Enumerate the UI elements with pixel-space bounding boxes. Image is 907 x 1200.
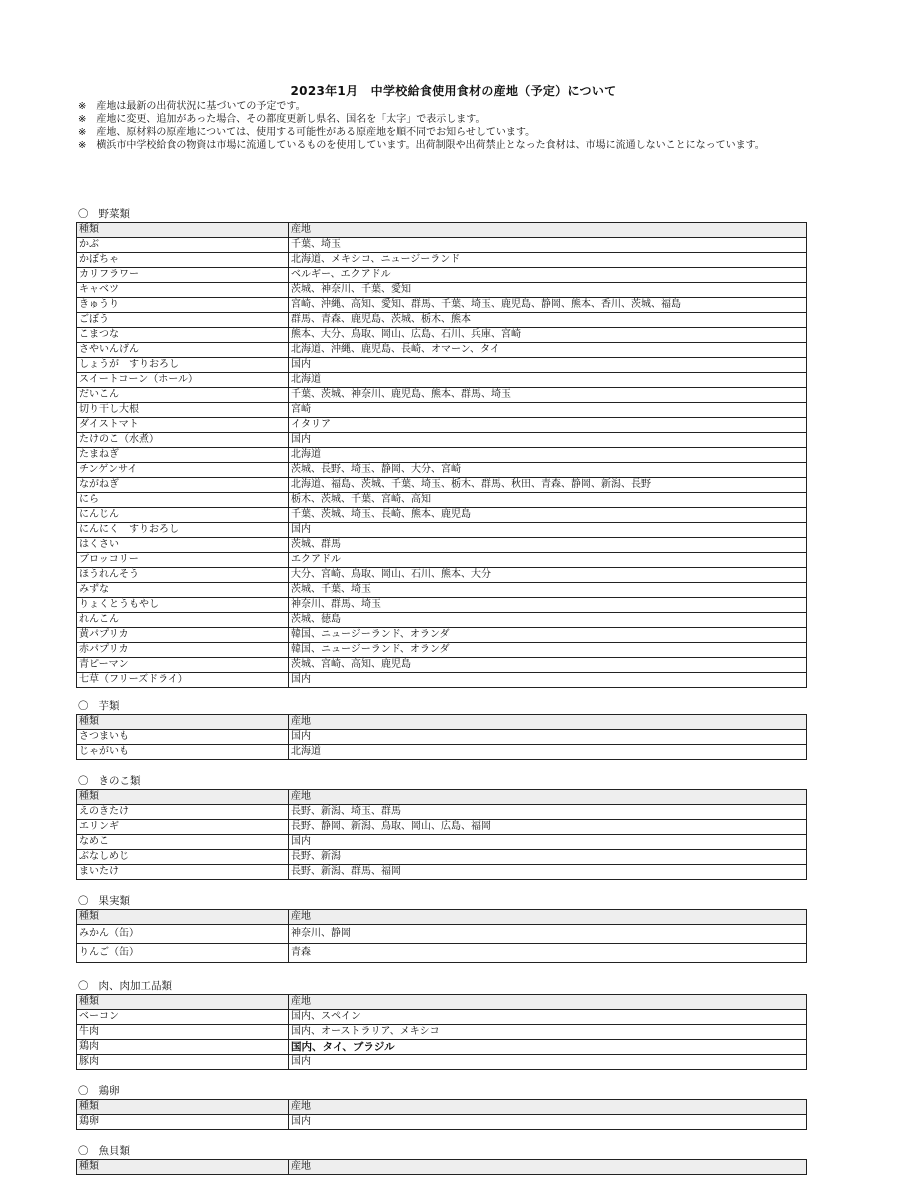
item-name: にら (77, 493, 289, 508)
item-origin: 国内、オーストラリア、メキシコ (289, 1025, 807, 1040)
item-origin: 長野、静岡、新潟、鳥取、岡山、広島、福岡 (289, 820, 807, 835)
header-kind: 種類 (77, 1160, 289, 1175)
table-header-row (77, 790, 807, 805)
item-origin: 茨城、宮崎、高知、鹿児島 (289, 658, 807, 673)
item-name: にんにく すりおろし (77, 523, 289, 538)
item-origin: 北海道 (289, 745, 807, 760)
note-line: ※ 産地は最新の出荷状況に基づいての予定です。 (78, 101, 306, 112)
item-origin: 長野、新潟、群馬、福岡 (289, 865, 807, 880)
section-3 (76, 773, 806, 880)
origin-table (76, 714, 807, 760)
section-name: 果実類 (98, 895, 130, 907)
table-row (77, 1055, 807, 1070)
item-name: かぶ (77, 238, 289, 253)
item-origin: 宮崎 (289, 403, 807, 418)
section-name: 鶏卵 (98, 1085, 120, 1097)
item-name: チンゲンサイ (77, 463, 289, 478)
item-name: きゅうり (77, 298, 289, 313)
item-origin: 長野、新潟 (289, 850, 807, 865)
item-name: だいこん (77, 388, 289, 403)
table-row (77, 538, 807, 553)
item-origin: 国内 (289, 730, 807, 745)
item-origin: 長野、新潟、埼玉、群馬 (289, 805, 807, 820)
item-name: りんご（缶） (77, 944, 289, 963)
item-origin: 国内、タイ、ブラジル (289, 1040, 807, 1055)
item-origin: 北海道、沖縄、鹿児島、長崎、オマーン、タイ (289, 343, 807, 358)
section-heading (76, 893, 806, 909)
circle-marker: 〇 (78, 980, 89, 992)
item-origin: 北海道、福島、茨城、千葉、埼玉、栃木、群馬、秋田、青森、静岡、新潟、長野 (289, 478, 807, 493)
circle-marker: 〇 (78, 775, 89, 787)
table-row (77, 1025, 807, 1040)
item-name: じゃがいも (77, 745, 289, 760)
item-origin: 韓国、ニュージーランド、オランダ (289, 643, 807, 658)
header-kind: 種類 (77, 995, 289, 1010)
section-2 (76, 698, 806, 760)
item-origin: 千葉、茨城、神奈川、鹿児島、熊本、群馬、埼玉 (289, 388, 807, 403)
section-heading (76, 978, 806, 994)
item-origin: 茨城、千葉、埼玉 (289, 583, 807, 598)
note-line: ※ 産地に変更、追加があった場合、その都度更新し県名、国名を「太字」で表示します。 (78, 114, 486, 125)
item-name: みずな (77, 583, 289, 598)
item-name: みかん（缶） (77, 925, 289, 944)
header-origin: 産地 (289, 715, 807, 730)
item-name: ながねぎ (77, 478, 289, 493)
section-7 (76, 1143, 806, 1175)
item-origin: 千葉、埼玉 (289, 238, 807, 253)
table-row (77, 865, 807, 880)
table-header-row (77, 1160, 807, 1175)
document-title: 2023年1月 中学校給食使用食材の産地（予定）について (290, 84, 617, 98)
section-heading (76, 206, 806, 222)
section-heading (76, 1143, 806, 1159)
item-name: 鶏卵 (77, 1115, 289, 1130)
table-row (77, 298, 807, 313)
item-origin: 千葉、茨城、埼玉、長崎、熊本、鹿児島 (289, 508, 807, 523)
item-name: かぼちゃ (77, 253, 289, 268)
section-name: 肉、肉加工品類 (98, 980, 172, 992)
item-name: 黄パプリカ (77, 628, 289, 643)
table-row (77, 253, 807, 268)
item-origin: 北海道 (289, 448, 807, 463)
item-name: なめこ (77, 835, 289, 850)
table-row (77, 373, 807, 388)
item-name: しょうが すりおろし (77, 358, 289, 373)
item-origin: 国内 (289, 523, 807, 538)
item-name: まいたけ (77, 865, 289, 880)
item-origin: 北海道 (289, 373, 807, 388)
table-row (77, 673, 807, 688)
table-row (77, 598, 807, 613)
item-name: スイートコーン（ホール） (77, 373, 289, 388)
item-name: さやいんげん (77, 343, 289, 358)
item-name: さつまいも (77, 730, 289, 745)
item-origin: 国内 (289, 835, 807, 850)
item-name: はくさい (77, 538, 289, 553)
item-origin: 国内 (289, 358, 807, 373)
item-name: ごぼう (77, 313, 289, 328)
table-row (77, 583, 807, 598)
item-name: たまねぎ (77, 448, 289, 463)
table-row (77, 523, 807, 538)
header-kind: 種類 (77, 715, 289, 730)
table-row (77, 568, 807, 583)
item-origin: イタリア (289, 418, 807, 433)
header-origin: 産地 (289, 910, 807, 925)
item-origin: 国内 (289, 1055, 807, 1070)
item-name: ベーコン (77, 1010, 289, 1025)
item-origin: 青森 (289, 944, 807, 963)
table-header-row (77, 715, 807, 730)
section-4 (76, 893, 806, 963)
item-origin: 国内 (289, 1115, 807, 1130)
table-row (77, 283, 807, 298)
origin-table (76, 909, 807, 963)
table-row (77, 313, 807, 328)
table-row (77, 745, 807, 760)
table-row (77, 805, 807, 820)
item-name: ダイストマト (77, 418, 289, 433)
table-row (77, 238, 807, 253)
section-6 (76, 1083, 806, 1130)
section-name: 野菜類 (98, 208, 130, 220)
header-origin: 産地 (289, 223, 807, 238)
table-header-row (77, 910, 807, 925)
table-row (77, 835, 807, 850)
table-row (77, 925, 807, 944)
section-5 (76, 978, 806, 1070)
table-row (77, 403, 807, 418)
item-origin: 茨城、群馬 (289, 538, 807, 553)
table-row (77, 493, 807, 508)
item-name: にんじん (77, 508, 289, 523)
item-origin: 茨城、徳島 (289, 613, 807, 628)
table-row (77, 730, 807, 745)
table-row (77, 343, 807, 358)
item-name: 豚肉 (77, 1055, 289, 1070)
table-row (77, 658, 807, 673)
table-row (77, 388, 807, 403)
item-origin: 宮崎、沖縄、高知、愛知、群馬、千葉、埼玉、鹿児島、静岡、熊本、香川、茨城、福島 (289, 298, 807, 313)
item-origin: ベルギー、エクアドル (289, 268, 807, 283)
item-origin: 国内、スペイン (289, 1010, 807, 1025)
header-origin: 産地 (289, 1100, 807, 1115)
note-line: ※ 産地、原材料の原産地については、使用する可能性がある原産地を順不同でお知らせしています。 (78, 127, 536, 138)
item-name: 七草（フリーズドライ） (77, 673, 289, 688)
item-origin: 北海道、メキシコ、ニュージーランド (289, 253, 807, 268)
header-origin: 産地 (289, 995, 807, 1010)
item-name: 鶏肉 (77, 1040, 289, 1055)
item-origin: 国内 (289, 673, 807, 688)
table-row (77, 418, 807, 433)
header-origin: 産地 (289, 1160, 807, 1175)
item-origin: 大分、宮崎、鳥取、岡山、石川、熊本、大分 (289, 568, 807, 583)
header-origin: 産地 (289, 790, 807, 805)
item-name: 切り干し大根 (77, 403, 289, 418)
section-name: 魚貝類 (98, 1145, 130, 1157)
table-row (77, 1010, 807, 1025)
item-name: たけのこ（水煮） (77, 433, 289, 448)
item-name: ぶなしめじ (77, 850, 289, 865)
table-row (77, 1115, 807, 1130)
section-heading (76, 773, 806, 789)
circle-marker: 〇 (78, 700, 89, 712)
header-kind: 種類 (77, 910, 289, 925)
section-name: 芋類 (98, 700, 120, 712)
table-row (77, 613, 807, 628)
item-origin: 神奈川、群馬、埼玉 (289, 598, 807, 613)
section-1 (76, 206, 806, 688)
table-row (77, 643, 807, 658)
table-row (77, 1040, 807, 1055)
table-row (77, 478, 807, 493)
table-header-row (77, 223, 807, 238)
table-row (77, 463, 807, 478)
table-header-row (77, 1100, 807, 1115)
item-origin: エクアドル (289, 553, 807, 568)
item-name: ブロッコリー (77, 553, 289, 568)
table-row (77, 448, 807, 463)
origin-table (76, 222, 807, 688)
item-name: 赤パプリカ (77, 643, 289, 658)
item-name: こまつな (77, 328, 289, 343)
item-name: えのきたけ (77, 805, 289, 820)
item-origin: 神奈川、静岡 (289, 925, 807, 944)
item-origin: 熊本、大分、鳥取、岡山、広島、石川、兵庫、宮崎 (289, 328, 807, 343)
table-row (77, 820, 807, 835)
item-origin: 茨城、神奈川、千葉、愛知 (289, 283, 807, 298)
section-name: きのこ類 (98, 775, 141, 787)
item-name: キャベツ (77, 283, 289, 298)
item-name: れんこん (77, 613, 289, 628)
table-row (77, 628, 807, 643)
table-row (77, 358, 807, 373)
item-name: りょくとうもやし (77, 598, 289, 613)
circle-marker: 〇 (78, 1085, 89, 1097)
item-origin: 群馬、青森、鹿児島、茨城、栃木、熊本 (289, 313, 807, 328)
table-row (77, 328, 807, 343)
item-name: 青ピーマン (77, 658, 289, 673)
item-name: 牛肉 (77, 1025, 289, 1040)
note-line: ※ 横浜市中学校給食の物資は市場に流通しているものを使用しています。出荷制限や出荷禁止となった食材は、市場に流通しないことになっています。 (78, 140, 765, 151)
notes-block (78, 100, 813, 152)
item-origin: 栃木、茨城、千葉、宮崎、高知 (289, 493, 807, 508)
table-row (77, 508, 807, 523)
item-name: エリンギ (77, 820, 289, 835)
circle-marker: 〇 (78, 1145, 89, 1157)
table-row (77, 433, 807, 448)
origin-table (76, 1159, 807, 1175)
item-origin: 韓国、ニュージーランド、オランダ (289, 628, 807, 643)
item-name: ほうれんそう (77, 568, 289, 583)
table-row (77, 850, 807, 865)
header-kind: 種類 (77, 790, 289, 805)
item-name: カリフラワー (77, 268, 289, 283)
header-kind: 種類 (77, 1100, 289, 1115)
circle-marker: 〇 (78, 895, 89, 907)
table-row (77, 553, 807, 568)
item-origin: 茨城、長野、埼玉、静岡、大分、宮崎 (289, 463, 807, 478)
origin-table (76, 789, 807, 880)
table-row (77, 944, 807, 963)
header-kind: 種類 (77, 223, 289, 238)
circle-marker: 〇 (78, 208, 89, 220)
section-heading (76, 1083, 806, 1099)
origin-table (76, 1099, 807, 1130)
table-header-row (77, 995, 807, 1010)
item-origin: 国内 (289, 433, 807, 448)
origin-table (76, 994, 807, 1070)
table-row (77, 268, 807, 283)
section-heading (76, 698, 806, 714)
